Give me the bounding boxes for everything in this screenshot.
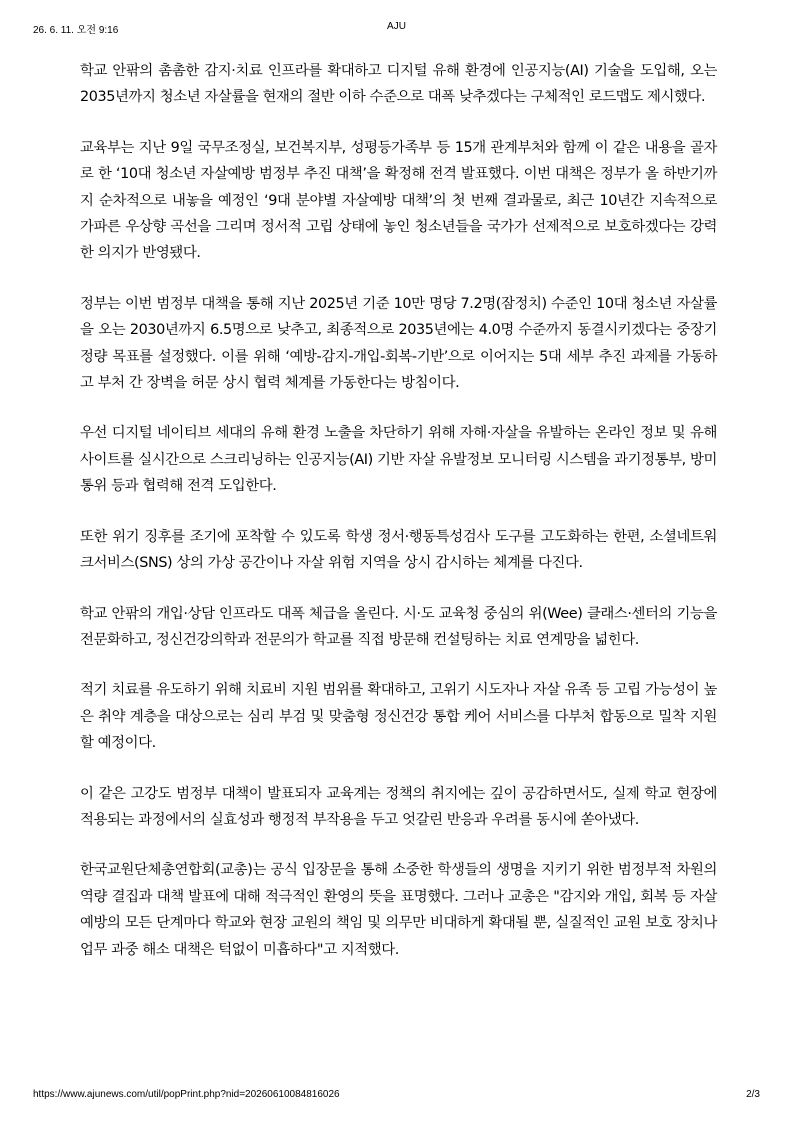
- article-paragraph: 적기 치료를 유도하기 위해 치료비 지원 범위를 확대하고, 고위기 시도자나 자살 유족 등 고립 가능성이 높은 취약 계층을 대상으로는 심리 부검 및 맞춤형 정신건강 통합 케어 서비스를 다부처 합동으로 밀착 지원할 예정이다.: [80, 682, 717, 752]
- page-url: https://www.ajunews.com/util/popPrint.php?nid=20260610084816026: [33, 1089, 340, 1100]
- page-number: 2/3: [746, 1089, 760, 1100]
- article-paragraph: 학교 안팎의 촘촘한 감지·치료 인프라를 확대하고 디지털 유해 환경에 인공지능(AI) 기술을 도입해, 오는 2035년까지 청소년 자살률을 현재의 절반 이하 수준으로 대폭 낮추겠다는 구체적인 로드맵도 제시했다.: [80, 63, 717, 106]
- article-paragraph: 이 같은 고강도 범정부 대책이 발표되자 교육계는 정책의 취지에는 깊이 공감하면서도, 실제 학교 현장에 적용되는 과정에서의 실효성과 행정적 부작용을 두고 엇갈린 반응과 우려를 동시에 쏟아냈다.: [80, 785, 717, 828]
- print-footer: [0, 1089, 793, 1103]
- site-name: AJU: [387, 21, 406, 32]
- article-paragraph: 또한 위기 징후를 조기에 포착할 수 있도록 학생 정서·행동특성검사 도구를 고도화하는 한편, 소셜네트워크서비스(SNS) 상의 가상 공간이나 자살 위험 지역을 상시 감시하는 체계를 다진다.: [80, 528, 717, 572]
- article-paragraph: 학교 안팎의 개입·상담 인프라도 대폭 체급을 올린다. 시·도 교육청 중심의 위(Wee) 클래스·센터의 기능을 전문화하고, 정신건강의학과 전문의가 학교를 직접 방문해 컨설팅하는 치료 연계망을 넓힌다.: [80, 605, 717, 648]
- print-header: [0, 21, 793, 35]
- article-paragraph: 한국교원단체총연합회(교총)는 공식 입장문을 통해 소중한 학생들의 생명을 지키기 위한 범정부적 차원의 역량 결집과 대책 발표에 대해 적극적인 환영의 뜻을 표명했다. 그러나 교총은 "감지와 개입, 회복 등 자살 예방의 모든 단계마다 학교와 현장 교원의 책임 및 의무만 비대하게 확대될 뿐, 실질적인 교원 보호 장치나 업무 과중 해소 대책은 턱없이 미흡하다"고 지적했다.: [80, 862, 717, 958]
- print-datetime: 26. 6. 11. 오전 9:16: [33, 25, 119, 36]
- article-body: [80, 58, 717, 987]
- article-paragraph: 교육부는 지난 9일 국무조정실, 보건복지부, 성평등가족부 등 15개 관계부처와 함께 이 같은 내용을 골자로 한 ‘10대 청소년 자살예방 범정부 추진 대책’을 확정해 전격 발표했다. 이번 대책은 정부가 올 하반기까지 순차적으로 내놓을 예정인 ‘9대 분야별 자살예방 대책’의 첫 번째 결과물로, 최근 10년간 지속적으로 가파른 우상향 곡선을 그리며 정서적 고립 상태에 놓인 청소년들을 국가가 선제적으로 보호하겠다는 강력한 의지가 반영됐다.: [80, 139, 717, 262]
- article-paragraph: 우선 디지털 네이티브 세대의 유해 환경 노출을 차단하기 위해 자해·자살을 유발하는 온라인 정보 및 유해 사이트를 실시간으로 스크리닝하는 인공지능(AI) 기반 자살 유발정보 모니터링 시스템을 과기정통부, 방미통위 등과 협력해 전격 도입한다.: [80, 425, 717, 495]
- article-paragraph: 정부는 이번 범정부 대책을 통해 지난 2025년 기준 10만 명당 7.2명(잠정치) 수준인 10대 청소년 자살률을 오는 2030년까지 6.5명으로 낮추고, 최종적으로 2035년에는 4.0명 수준까지 동결시키겠다는 중장기 정량 목표를 설정했다. 이를 위해 ‘예방-감지-개입-회복-기반’으로 이어지는 5대 세부 추진 과제를 가동하고 부처 간 장벽을 허문 상시 협력 체계를 가동한다는 방침이다.: [80, 295, 717, 392]
